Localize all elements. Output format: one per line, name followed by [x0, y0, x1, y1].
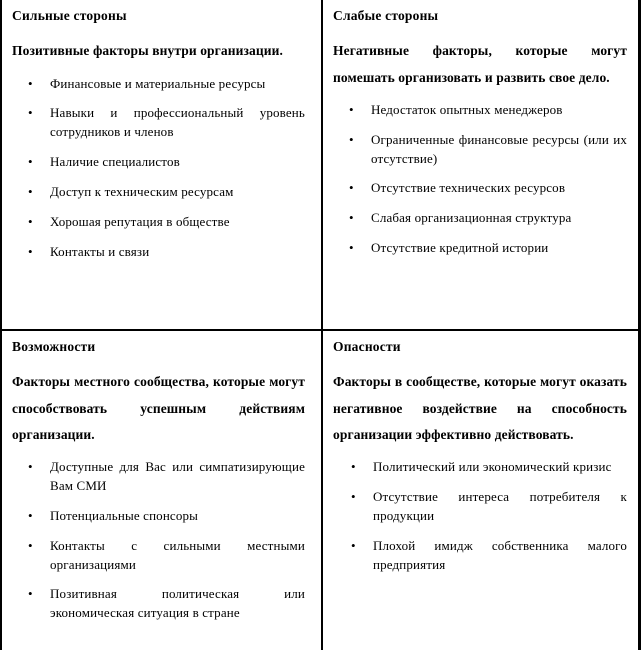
bullet-icon: • — [349, 210, 354, 226]
bullet-icon: • — [28, 213, 33, 229]
quadrant-heading-strengths: Сильные стороны — [12, 8, 127, 23]
quadrant-intro-threats: Факторы в сообществе, которые могут оказать негативное воздействие на способность организации эффективно действовать. — [333, 374, 627, 442]
quadrant-intro-opportunities: Факторы местного сообщества, которые могут способствовать успешным действиям организации. — [12, 374, 305, 442]
quadrant-strengths — [2, 0, 323, 331]
list-item — [12, 585, 305, 623]
list-item-label: Контакты с сильными местными организациями — [50, 537, 305, 572]
quadrant-intro-weaknesses: Негативные факторы, которые могут помешать организовать и развить свое дело. — [333, 43, 627, 85]
list-item-label: Слабая организационная структура — [371, 210, 572, 226]
list-item — [12, 75, 305, 94]
list-item — [12, 243, 305, 262]
list-item — [333, 179, 627, 198]
quadrant-intro-strengths: Позитивные факторы внутри организации. — [12, 43, 283, 59]
bullet-icon: • — [28, 459, 33, 475]
bullet-icon: • — [349, 240, 354, 256]
quadrant-list-opportunities — [12, 458, 305, 623]
list-item — [333, 131, 627, 169]
bullet-icon: • — [28, 586, 33, 602]
quadrant-weaknesses — [323, 0, 641, 331]
list-item — [333, 101, 627, 120]
quadrant-heading-threats: Опасности — [333, 339, 401, 354]
bullet-icon: • — [28, 507, 33, 523]
list-item-label: Финансовые и материальные ресурсы — [50, 75, 266, 91]
bullet-icon: • — [28, 243, 33, 259]
list-item-label: Доступные для Вас или симпатизирующие Вам СМИ — [50, 459, 305, 493]
quadrant-heading-weaknesses: Слабые стороны — [333, 8, 439, 23]
list-item — [12, 458, 305, 496]
quadrant-threats — [323, 331, 641, 650]
list-item — [333, 239, 627, 258]
bullet-icon: • — [351, 459, 356, 475]
list-item-label: Контакты и связи — [50, 243, 150, 259]
list-item — [12, 507, 305, 526]
list-item-label: Ограниченные финансовые ресурсы (или их отсутствие) — [371, 131, 627, 166]
list-item-label: Доступ к техническим ресурсам — [50, 183, 234, 199]
list-item — [12, 537, 305, 575]
quadrant-list-threats — [333, 458, 627, 574]
bullet-icon: • — [28, 183, 33, 199]
list-item — [333, 209, 627, 228]
list-item — [333, 488, 627, 526]
bullet-icon: • — [349, 101, 354, 117]
bullet-icon: • — [28, 105, 33, 121]
bullet-icon: • — [349, 180, 354, 196]
bullet-icon: • — [28, 154, 33, 170]
list-item-label: Наличие специалистов — [50, 154, 180, 170]
list-item-label: Потенциальные спонсоры — [50, 507, 199, 523]
bullet-icon: • — [349, 131, 354, 147]
list-item-label: Хорошая репутация в обществе — [50, 213, 230, 229]
quadrant-opportunities — [2, 331, 323, 650]
list-item — [333, 537, 627, 575]
list-item — [333, 458, 627, 477]
list-item-label: Отсутствие технических ресурсов — [371, 180, 566, 196]
list-item-label: Отсутствие кредитной истории — [371, 240, 549, 256]
bullet-icon: • — [28, 537, 33, 553]
quadrant-list-strengths — [12, 75, 305, 262]
list-item-label: Политический или экономический кризис — [373, 459, 612, 475]
list-item-label: Плохой имидж собственника малого предприятия — [373, 537, 627, 572]
list-item-label: Недостаток опытных менеджеров — [371, 101, 563, 117]
bullet-icon: • — [351, 488, 356, 504]
bullet-icon: • — [28, 75, 33, 91]
list-item — [12, 104, 305, 142]
quadrant-list-weaknesses — [333, 101, 627, 258]
list-item — [12, 213, 305, 232]
list-item — [12, 183, 305, 202]
list-item-label: Отсутствие интереса потребителя к продукции — [373, 488, 627, 523]
list-item-label: Навыки и профессиональный уровень сотрудников и членов — [50, 105, 305, 140]
bullet-icon: • — [351, 537, 356, 553]
list-item-label: Позитивная политическая или экономическая ситуация в стране — [50, 586, 305, 621]
quadrant-heading-opportunities: Возможности — [12, 339, 96, 354]
list-item — [12, 153, 305, 172]
